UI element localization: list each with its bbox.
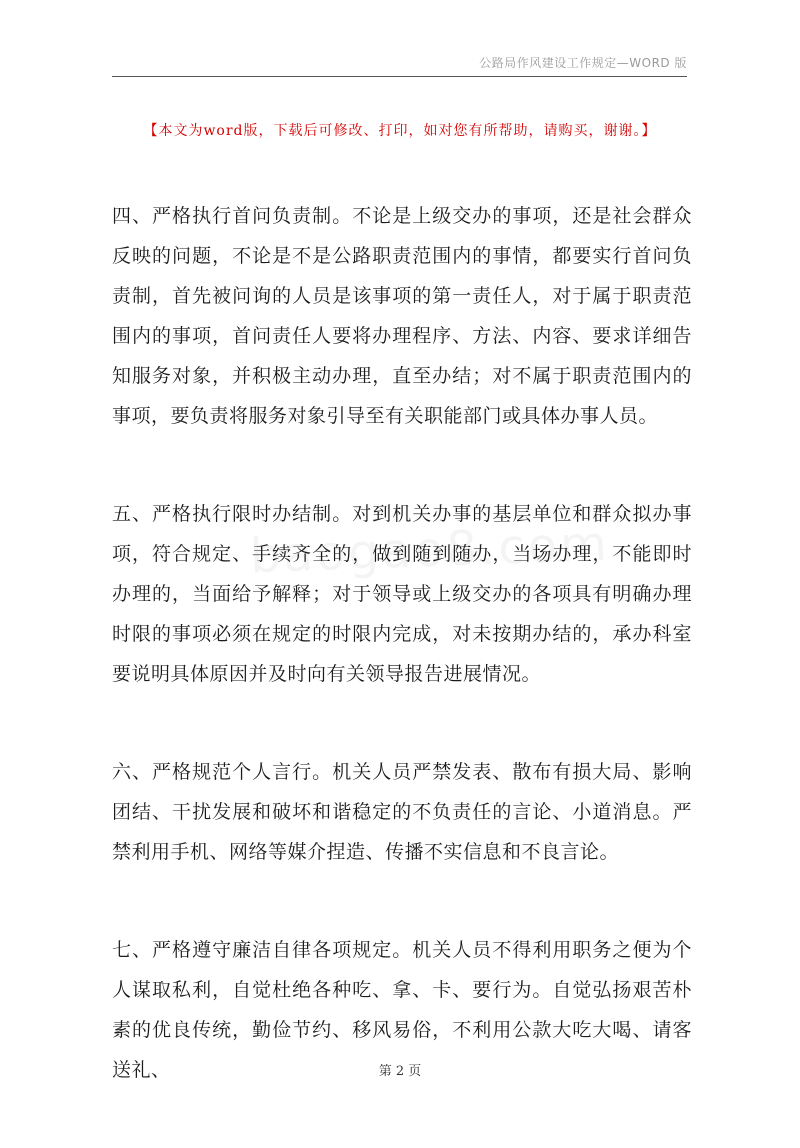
document-title: 公路局作风建设工作规定—WORD 版 bbox=[479, 56, 687, 70]
purchase-notice: 【本文为word版，下载后可修改、打印，如对您有所帮助，请购买，谢谢。】 bbox=[143, 123, 657, 139]
page-number: 第 2 页 bbox=[378, 1064, 422, 1079]
paragraph-5: 五、严格执行限时办结制。对到机关办事的基层单位和群众拟办事项，符合规定、手续齐全的，做到随到随办，当场办理，不能即时办理的，当面给予解释；对于领导或上级交办的各项具有明确办理时限的事项必须在规定的时限内完成，对未按期办结的，承办科室要说明具体原因并及时向有关领导报告进展情况。 bbox=[112, 503, 692, 685]
paragraph-7: 七、严格遵守廉洁自律各项规定。机关人员不得利用职务之便为个人谋取私利，自觉杜绝各种吃、拿、卡、要行为。自觉弘扬艰苦朴素的优良传统，勤俭节约、移风易俗，不利用公款大吃大喝、请客送礼、 bbox=[112, 939, 692, 1081]
paragraph-6: 六、严格规范个人言行。机关人员严禁发表、散布有损大局、影响团结、干扰发展和破坏和谐稳定的不负责任的言论、小道消息。严禁利用手机、网络等媒介捏造、传播不实信息和不良言论。 bbox=[112, 761, 692, 863]
paragraph-4: 四、严格执行首问负责制。不论是上级交办的事项，还是社会群众反映的问题，不论是不是公路职责范围内的事情，都要实行首问负责制，首先被问询的人员是该事项的第一责任人，对于属于职责范围内的事项，首问责任人要将办理程序、方法、内容、要求详细告知服务对象，并积极主动办理，直至办结；对不属于职责范围内的事项，要负责将服务对象引导至有关职能部门或具体办事人员。 bbox=[112, 205, 692, 427]
document-body bbox=[112, 196, 692, 1148]
page-header bbox=[112, 0, 687, 77]
